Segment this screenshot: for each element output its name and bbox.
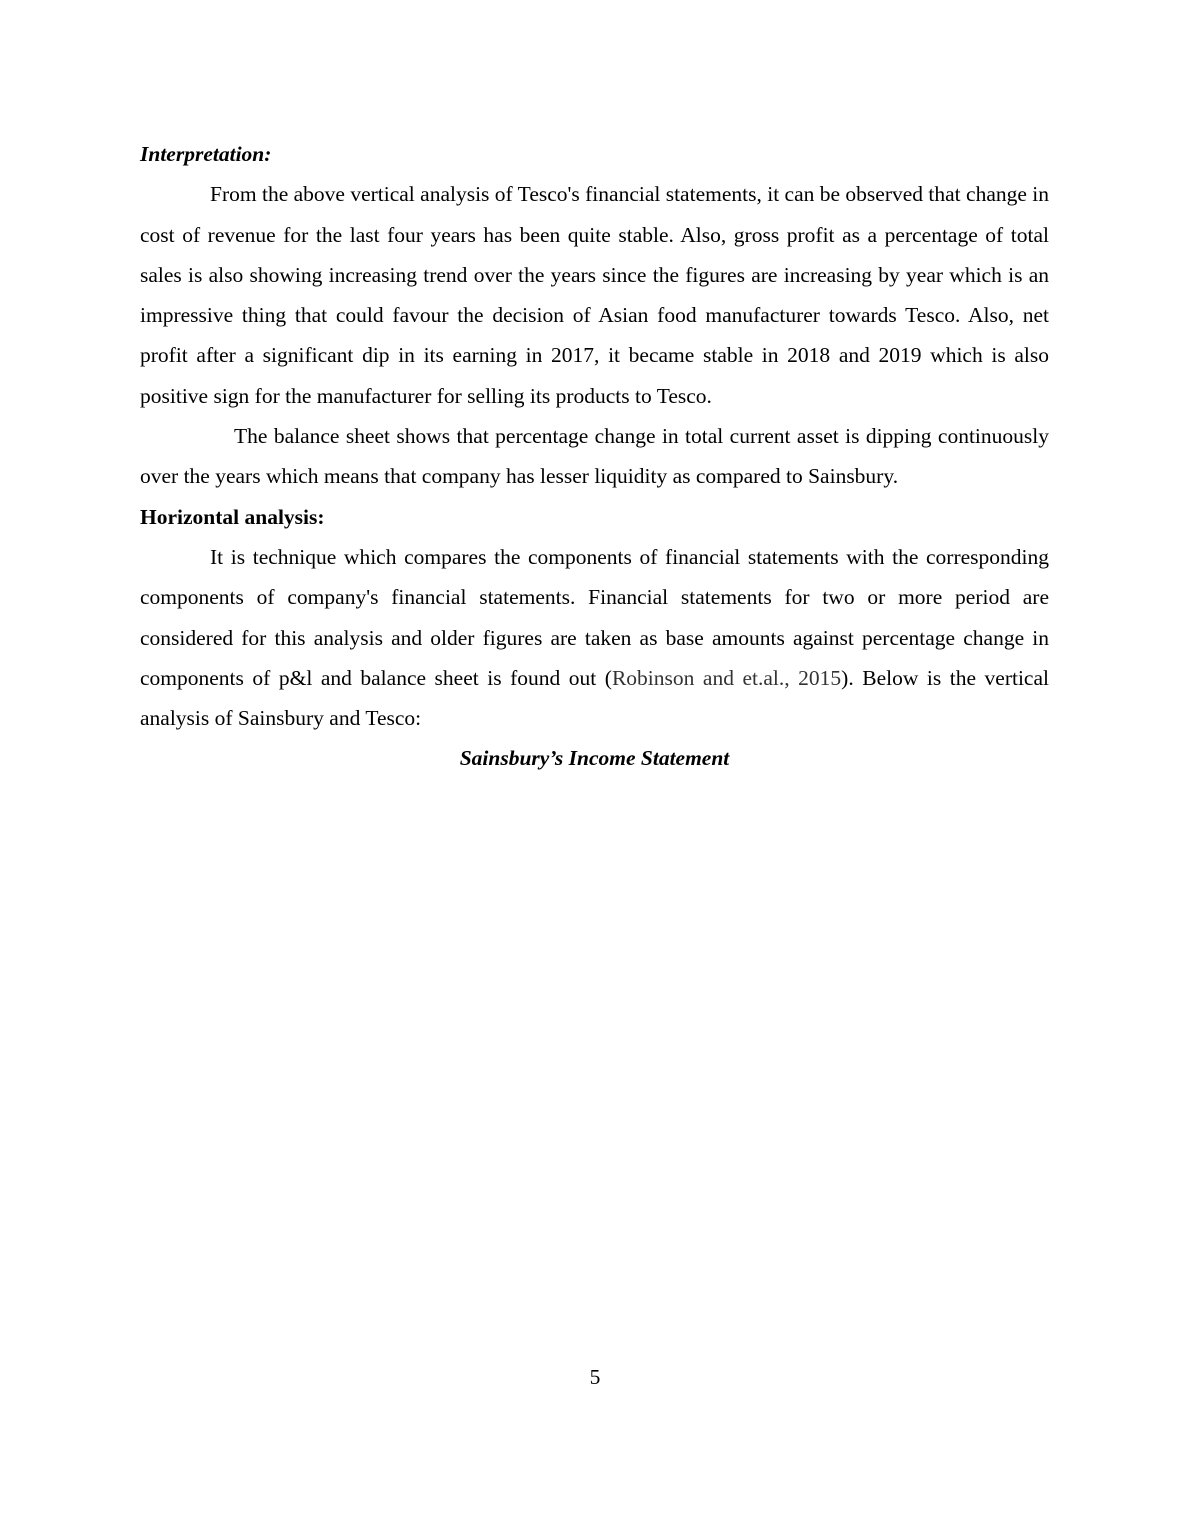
interpretation-paragraph-1: From the above vertical analysis of Tesco's financial statements, it can be observed that change in cost of revenue for the last four years has been quite stable. Also, gross profit as a percentage of total sales is also showing increasing trend over the years since the figures are increasing by year which is an impressive thing that could favour the decision of Asian food manufacturer towards Tesco. Also, net profit after a significant dip in its earning in 2017, it became stable in 2018 and 2019 which is also positive sign for the manufacturer for selling its products to Tesco.	[140, 182, 1050, 408]
interpretation-heading: Interpretation:	[140, 142, 272, 166]
horizontal-analysis-heading: Horizontal analysis:	[140, 504, 325, 529]
citation: Robinson and et.al., 2015	[611, 665, 842, 690]
horizontal-analysis-paragraph	[140, 537, 1049, 738]
interpretation-paragraph-2: The balance sheet shows that percentage change in total current asset is dipping continuously over the years which means that company has lesser liquidity as compared to Sainsbury.	[140, 424, 1049, 489]
page-body	[140, 134, 1049, 779]
horizontal-analysis-text: It is technique which compares the components of financial statements with the corresponding components of company's financial statements. Financial statements for two or more period are considered for this analysis and older figures are taken as base amounts against percentage change in components of p&l and balance sheet is found out (	[140, 544, 1049, 690]
table-caption: Sainsbury’s Income Statement	[459, 746, 730, 771]
page-number: 5	[589, 1365, 601, 1389]
horizontal-analysis-text-end: ). Below is the vertical analysis of Sainsbury and Tesco:	[140, 665, 1049, 731]
